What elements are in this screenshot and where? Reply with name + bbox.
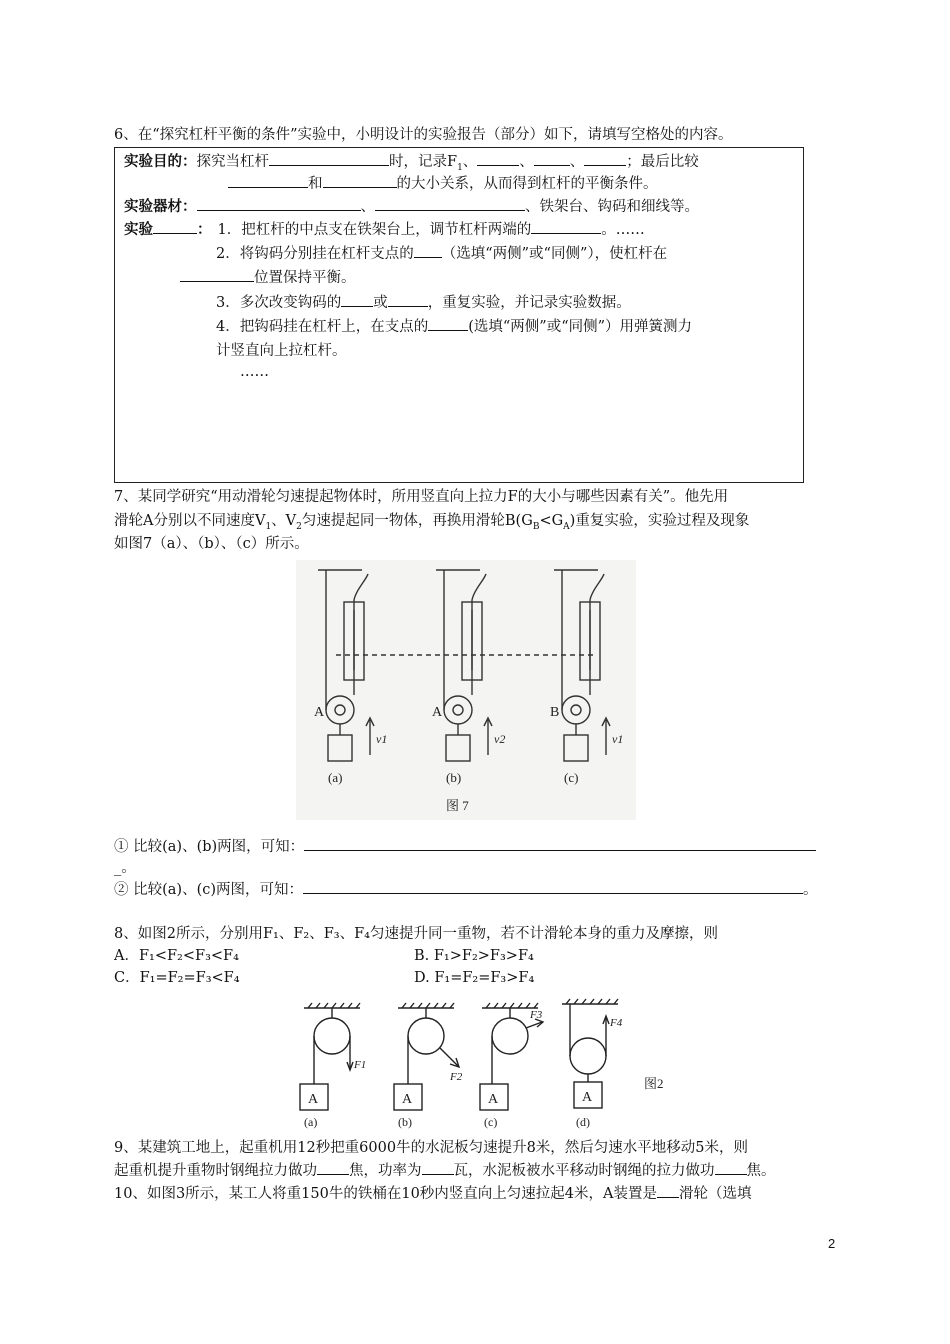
q7-text-d: <G [539,513,564,529]
blank-power[interactable] [422,1160,454,1175]
blank-compare-ab[interactable] [304,836,816,851]
blank-horizontal-work[interactable] [715,1160,747,1175]
fig2-block-b: A [402,1092,413,1107]
step3-text-c: ，重复实验，并记录实验数据。 [427,295,631,311]
fig2-label-b: (b) [398,1115,412,1129]
fig2-force-2: F2 [450,1071,463,1083]
q6-step1-line [124,219,645,241]
q8-option-c[interactable]: C．F₁=F₂=F₃<F₄ [114,970,240,986]
fig2-force-3: F3 [530,1009,543,1021]
blank-compare-ac[interactable] [303,879,803,894]
q7-sub-B: B [532,521,540,532]
experiment-colon: ： [197,221,212,238]
step2-text-c: 位置保持平衡。 [254,270,356,286]
equipment-text-b: 、铁架台、钩码和细线等。 [525,199,699,215]
fig2-block-a: A [308,1092,319,1107]
q7-compare1-end: _。 [114,860,136,876]
q7-text-e: )重复实验，实验过程及现象 [569,513,750,529]
q6-purpose-line2 [228,173,658,195]
q9-text-a: 起重机提升重物时钢绳拉力做功 [114,1163,317,1179]
purpose2-text-a: 和 [308,176,323,192]
q7-compare1 [114,836,816,858]
fig2-caption: 图2 [644,1076,664,1091]
figure-2-pulleys [290,996,680,1131]
q9-text-b: 焦，功率为 [349,1163,422,1179]
step4-text-b: (选填“两侧”或“同侧”）用弹簧测力 [468,319,693,335]
blank-compare-2[interactable] [323,173,397,188]
q7-sub-1: 1 [265,521,272,532]
fig7-pulley-label-c: B [550,705,560,720]
step3-text-a: 3．多次改变钩码的 [216,295,342,311]
blank-record-3[interactable] [584,151,626,166]
blank-record-2[interactable] [534,151,570,166]
q7-compare2-text: ② 比较(a)、(c)两图，可知： [114,882,304,898]
purpose-text-d: 、 [519,154,534,170]
experiment-label: 实验 [124,221,153,238]
purpose-text-e: 、 [569,154,585,170]
fig2-block-d: A [582,1090,593,1105]
blank-step1[interactable] [531,219,601,234]
step1-end: 。…… [601,222,645,238]
q6-step4-line2: 计竖直向上拉杠杆。 [216,343,347,359]
q8-stem: 8、如图2所示，分别用F₁、F₂、F₃、F₄匀速提升同一重物，若不计滑轮本身的重力及摩擦，则 [114,926,718,942]
step2-text-a: 2．将钩码分别挂在杠杆支点的 [216,246,414,262]
blank-experiment-title[interactable] [153,219,197,234]
purpose-text-b: 时，记录F [389,154,458,170]
purpose-text-a: 探究当杠杆 [196,154,269,170]
fig2-block-c: A [488,1092,499,1107]
q8-option-d[interactable]: D. F₁=F₂=F₃>F₄ [414,970,535,986]
figure-7-pulley-experiment [296,560,636,820]
equipment-label: 实验器材： [124,198,197,215]
q8-option-a[interactable]: A．F₁<F₂<F₃<F₄ [114,948,239,964]
blank-pulley-type[interactable] [657,1183,679,1198]
q7-compare1-text: ① 比较(a)、(b)两图，可知： [114,839,305,855]
equipment-text-a: 、 [360,199,375,215]
q7-line3: 如图7（a）、（b）、（c）所示。 [114,536,309,552]
fig7-speed-a: v1 [376,732,388,746]
blank-record-1[interactable] [477,151,519,166]
blank-step3-2[interactable] [388,292,428,307]
q7-compare2-end: 。 [803,882,818,898]
q7-sub-A: A [563,521,570,532]
q9-line2 [114,1160,776,1182]
q6-step2-line [216,243,667,265]
q9-text-d: 焦。 [746,1163,776,1179]
q7-sub-2: 2 [296,521,302,532]
fig2-force-4: F4 [610,1017,623,1029]
q10-text-b: 滑轮（选填 [679,1186,752,1202]
q10-text-a: 10、如图3所示，某工人将重150牛的铁桶在10秒内竖直向上匀速拉起4米，A装置是 [114,1186,657,1202]
fig7-label-c: (c) [564,770,579,785]
blank-step2-side[interactable] [414,243,442,258]
fig2-label-a: (a) [304,1115,318,1129]
q6-ellipsis: …… [240,364,269,380]
q7-compare2 [114,879,818,901]
fig2-label-d: (d) [576,1115,590,1129]
blank-lever-state[interactable] [269,151,389,166]
step2-text-b: （选填“两侧”或“同侧”），使杠杆在 [441,246,668,262]
fig2-label-c: (c) [484,1115,498,1129]
fig7-label-b: (b) [446,770,462,785]
purpose-sub: 1 [457,162,463,173]
blank-equipment-2[interactable] [375,196,525,211]
q9-line1: 9、某建筑工地上，起重机用12秒把重6000牛的水泥板匀速提升8米，然后匀速水平地移动5米，则 [114,1140,749,1156]
fig7-label-a: (a) [328,770,343,785]
fig2-force-1: F1 [354,1059,367,1071]
page-number: 2 [828,1236,836,1251]
step1-text: 1．把杠杆的中点支在铁架台上，调节杠杆两端的 [217,222,532,238]
q6-equipment-line [124,196,699,218]
fig7-caption: 图 7 [446,798,469,813]
q10-line1 [114,1183,752,1205]
q7-text-a: 滑轮A分别以不同速度V [114,513,266,529]
q6-step4-line [216,316,692,338]
blank-step2-position[interactable] [180,267,254,282]
fig7-speed-c: v1 [612,732,624,746]
blank-compare-1[interactable] [228,173,308,188]
q8-option-b[interactable]: B. F₁>F₂>F₃>F₄ [414,948,534,964]
q6-step3-line [216,292,631,314]
purpose2-text-b: 的大小关系，从而得到杠杆的平衡条件。 [396,176,658,192]
blank-step3-1[interactable] [341,292,373,307]
blank-step4[interactable] [428,316,468,331]
fig7-pulley-label-a: A [314,705,325,720]
step3-text-b: 或 [373,295,388,311]
q7-line1: 7、某同学研究“用动滑轮匀速提起物体时，所用竖直向上拉力F的大小与哪些因素有关”。他先用 [114,489,729,505]
step4-text-a: 4．把钩码挂在杠杆上，在支点的 [216,319,429,335]
purpose-label: 实验目的： [124,153,197,170]
q6-intro: 6、在“探究杠杆平衡的条件”实验中，小明设计的实验报告（部分）如下，请填写空格处的内容。 [114,127,733,143]
q9-text-c: 瓦，水泥板被水平移动时钢绳的拉力做功 [453,1163,715,1179]
fig7-pulley-label-b: A [432,705,443,720]
blank-work[interactable] [317,1160,349,1175]
purpose-text-f: ；最后比较 [626,154,699,170]
purpose-text-c: 、 [462,154,478,170]
q7-text-b: 、V [271,513,297,529]
blank-equipment-1[interactable] [197,196,361,211]
fig7-speed-b: v2 [494,732,506,746]
q6-step2-line2 [180,267,356,289]
q7-text-c: 匀速提起同一物体，再换用滑轮B(G [301,513,533,529]
